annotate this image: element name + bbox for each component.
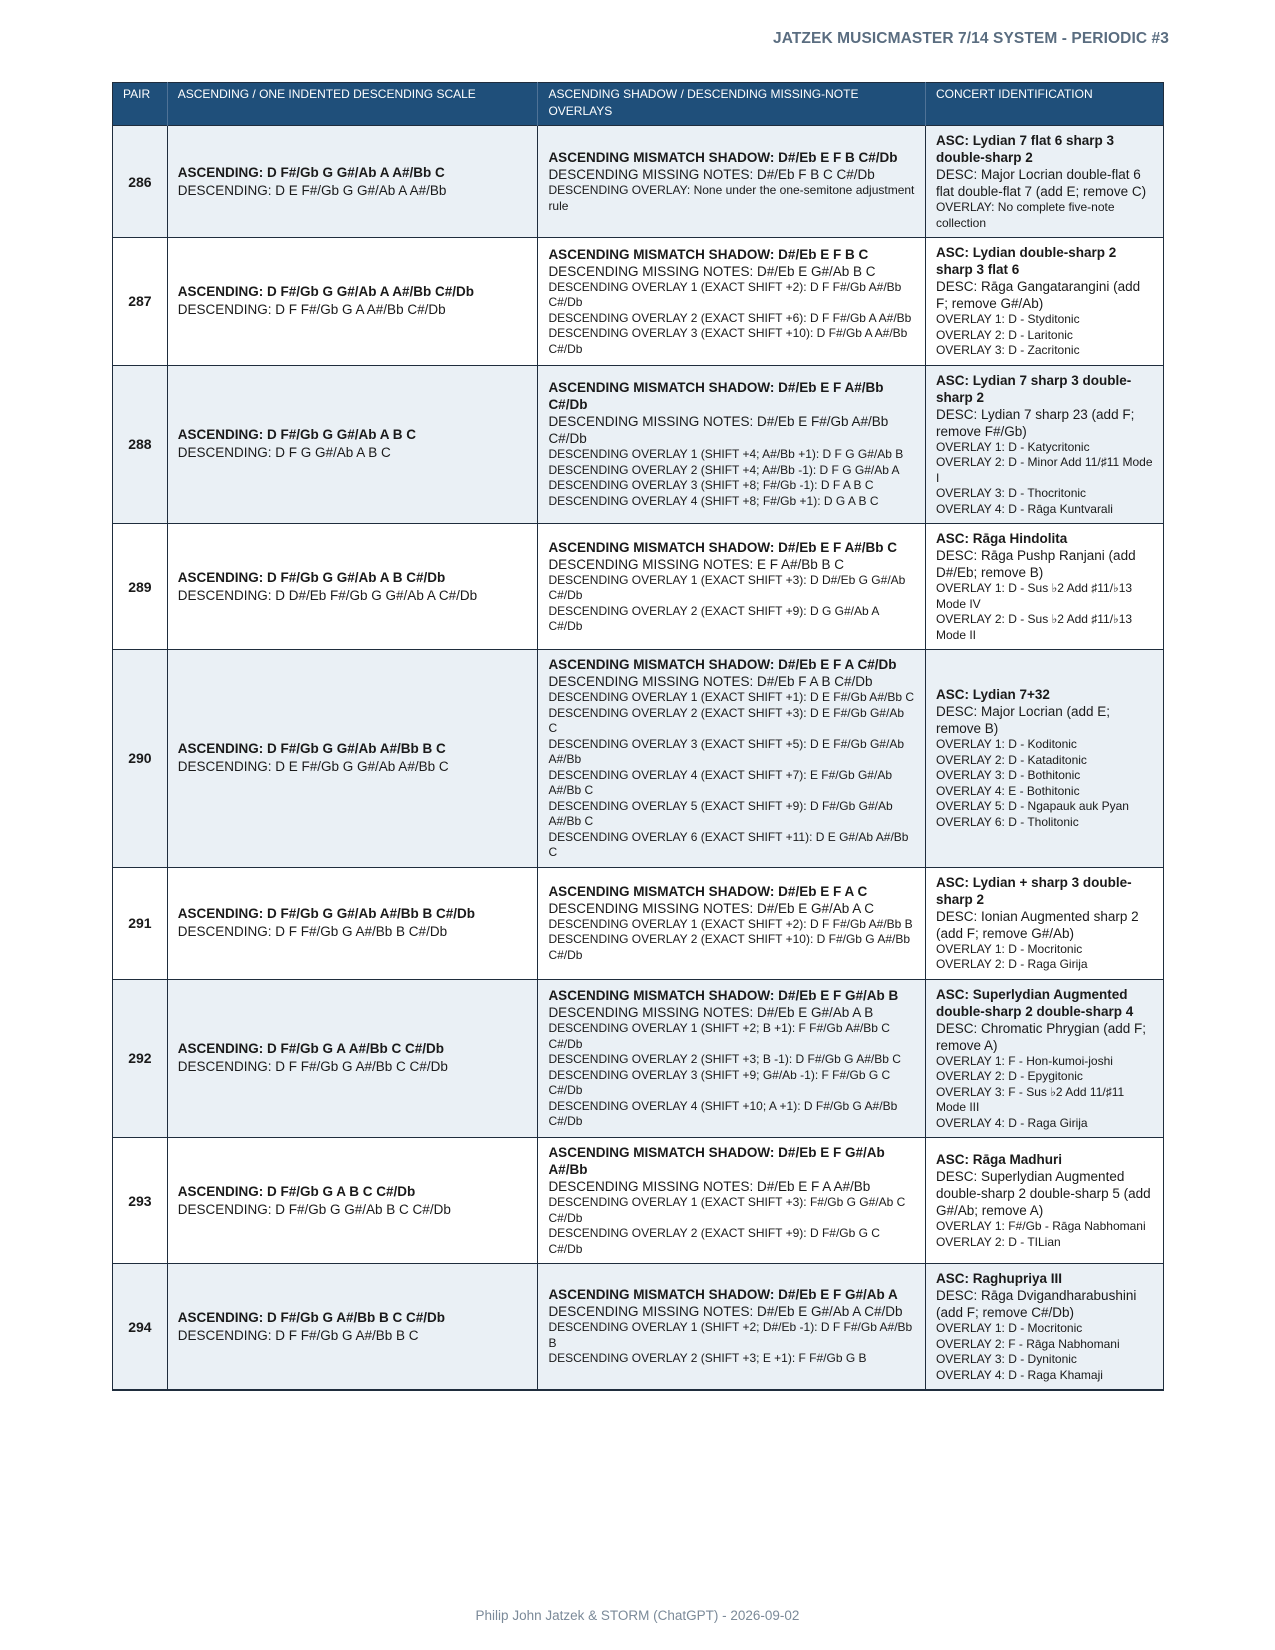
- ascending-scale: ASCENDING: D F#/Gb G G#/Ab A#/Bb B C: [177, 741, 446, 757]
- overlay-identification: OVERLAY 1: D - Mocritonic: [935, 941, 1083, 956]
- table-row: [113, 1264, 1164, 1391]
- shadow-cell: [538, 650, 926, 868]
- overlay-identification: OVERLAY 1: F#/Gb - Rāga Nabhomani: [935, 1219, 1146, 1233]
- descending-overlay: DESCENDING OVERLAY 1 (SHIFT +2; B +1): F F#/Gb A#/Bb C C#/Db: [548, 1021, 890, 1051]
- missing-notes: DESCENDING MISSING NOTES: D#/Eb E G#/Ab A B: [548, 1005, 874, 1020]
- table-row: [113, 979, 1164, 1138]
- descending-overlay: DESCENDING OVERLAY 1 (EXACT SHIFT +3): D D#/Eb G G#/Ab C#/Db: [548, 572, 906, 602]
- descending-overlay: DESCENDING OVERLAY 2 (EXACT SHIFT +10): D F#/Gb G A#/Bb C#/Db: [548, 932, 911, 962]
- ascending-scale: ASCENDING: D F#/Gb G A A#/Bb C C#/Db: [177, 1041, 445, 1057]
- overlay-identification: OVERLAY 4: D - Raga Girija: [935, 1115, 1088, 1130]
- scale-cell: [167, 650, 538, 868]
- descending-overlay: DESCENDING OVERLAY 1 (EXACT SHIFT +2): D F F#/Gb A#/Bb B: [548, 916, 913, 931]
- descending-overlay: DESCENDING OVERLAY 2 (EXACT SHIFT +6): D F F#/Gb A A#/Bb: [548, 310, 912, 325]
- mismatch-shadow: ASCENDING MISMATCH SHADOW: D#/Eb E F A#/Bb C: [548, 539, 897, 555]
- ascending-scale: ASCENDING: D F#/Gb G G#/Ab A B C: [177, 427, 417, 443]
- shadow-cell: [538, 979, 926, 1138]
- descending-identification: DESC: Chromatic Phrygian (add F; remove A): [935, 1020, 1147, 1053]
- scale-cell: [167, 1138, 538, 1264]
- descending-overlay: DESCENDING OVERLAY 2 (EXACT SHIFT +9): D G G#/Ab A C#/Db: [548, 603, 879, 633]
- overlay-identification: OVERLAY 2: F - Rāga Nabhomani: [935, 1336, 1120, 1351]
- descending-identification: DESC: Ionian Augmented sharp 2 (add F; remove G#/Ab): [935, 908, 1139, 941]
- ascending-scale: ASCENDING: D F#/Gb G A B C C#/Db: [177, 1183, 416, 1199]
- ascending-identification: ASC: Lydian double-sharp 2 sharp 3 flat 6: [935, 245, 1117, 277]
- descending-overlay: DESCENDING OVERLAY 2 (EXACT SHIFT +9): D F#/Gb G C C#/Db: [548, 1226, 880, 1256]
- page-footer: Philip John Jatzek & STORM (ChatGPT) - 2026-09-02: [475, 1608, 800, 1623]
- descending-overlay: DESCENDING OVERLAY 3 (SHIFT +8; F#/Gb -1): D F A B C: [548, 478, 874, 493]
- overlay-identification: OVERLAY 2: D - Minor Add 11/♯11 Mode I: [935, 455, 1153, 485]
- table-row: [113, 867, 1164, 979]
- overlay-identification: OVERLAY 2: D - Epygitonic: [935, 1069, 1083, 1083]
- descending-overlay: DESCENDING OVERLAY 4 (SHIFT +8; F#/Gb +1): D G A B C: [548, 493, 879, 508]
- concert-cell: [925, 365, 1163, 524]
- overlay-identification: OVERLAY 5: D - Ngapauk auk Pyan: [935, 799, 1129, 814]
- mismatch-shadow: ASCENDING MISMATCH SHADOW: D#/Eb E F A C#/Db: [548, 657, 897, 672]
- descending-scale: DESCENDING: D E F#/Gb G G#/Ab A A#/Bb: [177, 182, 447, 198]
- mismatch-shadow: ASCENDING MISMATCH SHADOW: D#/Eb E F A C: [548, 883, 868, 899]
- descending-identification: DESC: Rāga Dvigandharabushini (add F; remove C#/Db): [935, 1288, 1137, 1320]
- descending-scale: DESCENDING: D F F#/Gb G A#/Bb C C#/Db: [177, 1059, 448, 1075]
- column-header-scale: ASCENDING / ONE INDENTED DESCENDING SCALE: [167, 83, 538, 126]
- pair-number-cell: 291: [113, 867, 168, 979]
- descending-overlay: DESCENDING OVERLAY 1 (SHIFT +2; D#/Eb -1): D F F#/Gb A#/Bb B: [548, 1320, 913, 1350]
- concert-cell: [925, 867, 1163, 979]
- concert-cell: [925, 126, 1163, 238]
- descending-overlay: DESCENDING OVERLAY 4 (SHIFT +10; A +1): D F#/Gb G A#/Bb C#/Db: [548, 1098, 898, 1128]
- missing-notes: DESCENDING MISSING NOTES: D#/Eb E G#/Ab A C#/Db: [548, 1304, 903, 1320]
- descending-identification: DESC: Superlydian Augmented double-sharp 2 double-sharp 5 (add G#/Ab; remove A): [935, 1169, 1151, 1218]
- descending-scale: DESCENDING: D F#/Gb G G#/Ab B C C#/Db: [177, 1201, 451, 1217]
- descending-scale: DESCENDING: D F F#/Gb G A#/Bb B C#/Db: [177, 924, 448, 939]
- overlay-identification: OVERLAY 3: D - Thocritonic: [935, 486, 1087, 500]
- table-header-row: [113, 83, 1164, 126]
- descending-scale: DESCENDING: D D#/Eb F#/Gb G G#/Ab A C#/Db: [177, 587, 478, 603]
- mismatch-shadow: ASCENDING MISMATCH SHADOW: D#/Eb E F B C#/Db: [548, 150, 898, 165]
- descending-identification: DESC: Rāga Gangatarangini (add F; remove G#/Ab): [935, 279, 1141, 311]
- overlay-identification: OVERLAY 4: D - Rāga Kuntvarali: [935, 501, 1113, 516]
- descending-overlay: DESCENDING OVERLAY 4 (EXACT SHIFT +7): E F#/Gb G#/Ab A#/Bb C: [548, 767, 892, 797]
- table-row: [113, 238, 1164, 366]
- ascending-identification: ASC: Raghupriya III: [935, 1271, 1062, 1286]
- ascending-identification: ASC: Lydian 7 sharp 3 double-sharp 2: [935, 372, 1132, 405]
- descending-scale: DESCENDING: D F F#/Gb G A A#/Bb C#/Db: [177, 302, 446, 318]
- shadow-cell: [538, 1138, 926, 1264]
- ascending-scale: ASCENDING: D F#/Gb G G#/Ab A#/Bb B C#/Db: [177, 906, 476, 921]
- overlay-identification: OVERLAY 3: F - Sus ♭2 Add 11/♯11 Mode III: [935, 1084, 1125, 1114]
- descending-overlay: DESCENDING OVERLAY 2 (SHIFT +4; A#/Bb -1): D F G G#/Ab A: [548, 462, 900, 477]
- concert-cell: [925, 238, 1163, 366]
- table-row: [113, 365, 1164, 524]
- scale-cell: [167, 365, 538, 524]
- scale-cell: [167, 238, 538, 366]
- descending-overlay: DESCENDING OVERLAY 1 (EXACT SHIFT +2): D F F#/Gb A#/Bb C#/Db: [548, 279, 902, 309]
- overlay-identification: OVERLAY 4: E - Bothitonic: [935, 783, 1080, 798]
- ascending-scale: ASCENDING: D F#/Gb G A#/Bb B C C#/Db: [177, 1309, 446, 1325]
- table-row: [113, 524, 1164, 650]
- descending-overlay: DESCENDING OVERLAY 5 (EXACT SHIFT +9): D F#/Gb G#/Ab A#/Bb C: [548, 798, 893, 828]
- concert-cell: [925, 524, 1163, 650]
- overlay-identification: OVERLAY 6: D - Tholitonic: [935, 814, 1079, 829]
- overlay-identification: OVERLAY 1: D - Sus ♭2 Add ♯11/♭13 Mode IV: [935, 581, 1133, 611]
- overlay-identification: OVERLAY 3: D - Zacritonic: [935, 343, 1080, 357]
- scale-cell: [167, 867, 538, 979]
- descending-scale: DESCENDING: D F G G#/Ab A B C: [177, 445, 391, 461]
- shadow-cell: [538, 524, 926, 650]
- column-header-shadow: ASCENDING SHADOW / DESCENDING MISSING-NOTE OVERLAYS: [538, 83, 926, 126]
- pair-number-cell: 292: [113, 979, 168, 1138]
- descending-identification: DESC: Major Locrian double-flat 6 flat double-flat 7 (add E; remove C): [935, 167, 1147, 199]
- ascending-scale: ASCENDING: D F#/Gb G G#/Ab A A#/Bb C: [177, 164, 445, 180]
- pair-number-cell: 293: [113, 1138, 168, 1264]
- mismatch-shadow: ASCENDING MISMATCH SHADOW: D#/Eb E F A#/Bb C#/Db: [548, 380, 884, 413]
- descending-overlay: DESCENDING OVERLAY 2 (SHIFT +3; E +1): F F#/Gb G B: [548, 1351, 867, 1366]
- descending-overlay: DESCENDING OVERLAY: None under the one-semitone adjustment rule: [548, 183, 915, 213]
- ascending-identification: ASC: Rāga Hindolita: [935, 531, 1068, 546]
- shadow-cell: [538, 126, 926, 238]
- shadow-cell: [538, 1264, 926, 1391]
- descending-overlay: DESCENDING OVERLAY 1 (EXACT SHIFT +1): D E F#/Gb A#/Bb C: [548, 690, 914, 704]
- shadow-cell: [538, 365, 926, 524]
- descending-overlay: DESCENDING OVERLAY 1 (EXACT SHIFT +3): F#/Gb G G#/Ab C C#/Db: [548, 1195, 906, 1225]
- descending-identification: DESC: Major Locrian (add E; remove B): [935, 704, 1111, 737]
- descending-overlay: DESCENDING OVERLAY 3 (EXACT SHIFT +5): D E F#/Gb G#/Ab A#/Bb: [548, 736, 904, 766]
- scale-cell: [167, 979, 538, 1138]
- table-row: [113, 126, 1164, 238]
- descending-overlay: DESCENDING OVERLAY 2 (SHIFT +3; B -1): D F#/Gb G A#/Bb C: [548, 1052, 901, 1066]
- descending-scale: DESCENDING: D F F#/Gb G A#/Bb B C: [177, 1327, 419, 1343]
- descending-identification: DESC: Rāga Pushp Ranjani (add D#/Eb; remove B): [935, 548, 1136, 580]
- shadow-cell: [538, 867, 926, 979]
- pair-number-cell: 287: [113, 238, 168, 366]
- mismatch-shadow: ASCENDING MISMATCH SHADOW: D#/Eb E F G#/Ab A: [548, 1287, 898, 1303]
- overlay-identification: OVERLAY: No complete five-note collection: [935, 200, 1115, 230]
- descending-overlay: DESCENDING OVERLAY 2 (EXACT SHIFT +3): D E F#/Gb G#/Ab C: [548, 705, 904, 735]
- descending-scale: DESCENDING: D E F#/Gb G G#/Ab A#/Bb C: [177, 759, 449, 775]
- ascending-scale: ASCENDING: D F#/Gb G G#/Ab A B C#/Db: [177, 569, 446, 585]
- overlay-identification: OVERLAY 2: D - TILian: [935, 1234, 1061, 1249]
- scale-table: [112, 82, 1164, 1391]
- descending-overlay: DESCENDING OVERLAY 3 (EXACT SHIFT +10): D F#/Gb A A#/Bb C#/Db: [548, 326, 908, 356]
- descending-overlay: DESCENDING OVERLAY 1 (SHIFT +4; A#/Bb +1): D F G G#/Ab B: [548, 447, 904, 462]
- overlay-identification: OVERLAY 1: D - Mocritonic: [935, 1321, 1083, 1335]
- descending-identification: DESC: Lydian 7 sharp 23 (add F; remove F#/Gb): [935, 406, 1135, 439]
- ascending-identification: ASC: Superlydian Augmented double-sharp 2 double-sharp 4: [935, 986, 1134, 1019]
- concert-cell: [925, 979, 1163, 1138]
- column-header-concert: CONCERT IDENTIFICATION: [925, 83, 1163, 126]
- ascending-identification: ASC: Rāga Madhuri: [935, 1152, 1062, 1167]
- concert-cell: [925, 1138, 1163, 1264]
- overlay-identification: OVERLAY 2: D - Sus ♭2 Add ♯11/♭13 Mode II: [935, 612, 1133, 642]
- shadow-cell: [538, 238, 926, 366]
- ascending-identification: ASC: Lydian 7 flat 6 sharp 3 double-sharp 2: [935, 133, 1115, 165]
- concert-cell: [925, 650, 1163, 868]
- pair-number-cell: 286: [113, 126, 168, 238]
- overlay-identification: OVERLAY 1: D - Styditonic: [935, 312, 1080, 326]
- missing-notes: DESCENDING MISSING NOTES: D#/Eb E F#/Gb A#/Bb C#/Db: [548, 414, 889, 447]
- overlay-identification: OVERLAY 2: D - Raga Girija: [935, 957, 1088, 971]
- column-header-pair: PAIR: [113, 83, 168, 126]
- concert-cell: [925, 1264, 1163, 1391]
- overlay-identification: OVERLAY 1: F - Hon-kumoi-joshi: [935, 1053, 1113, 1068]
- descending-overlay: DESCENDING OVERLAY 6 (EXACT SHIFT +11): D E G#/Ab A#/Bb C: [548, 829, 909, 859]
- ascending-identification: ASC: Lydian 7+32: [935, 687, 1050, 703]
- mismatch-shadow: ASCENDING MISMATCH SHADOW: D#/Eb E F B C: [548, 246, 869, 262]
- pair-number-cell: 290: [113, 650, 168, 868]
- pair-number-cell: 288: [113, 365, 168, 524]
- pair-number-cell: 294: [113, 1264, 168, 1391]
- descending-overlay: DESCENDING OVERLAY 3 (SHIFT +9; G#/Ab -1): F F#/Gb G C C#/Db: [548, 1067, 891, 1097]
- overlay-identification: OVERLAY 1: D - Katycritonic: [935, 439, 1090, 454]
- pair-number-cell: 289: [113, 524, 168, 650]
- ascending-identification: ASC: Lydian + sharp 3 double-sharp 2: [935, 874, 1132, 907]
- overlay-identification: OVERLAY 3: D - Dynitonic: [935, 1352, 1077, 1366]
- scale-cell: [167, 126, 538, 238]
- scale-cell: [167, 524, 538, 650]
- table-row: [113, 1138, 1164, 1264]
- overlay-identification: OVERLAY 2: D - Laritonic: [935, 327, 1073, 342]
- overlay-identification: OVERLAY 1: D - Koditonic: [935, 737, 1077, 752]
- overlay-identification: OVERLAY 2: D - Kataditonic: [935, 752, 1087, 767]
- overlay-identification: OVERLAY 3: D - Bothitonic: [935, 768, 1081, 783]
- missing-notes: DESCENDING MISSING NOTES: D#/Eb F A B C#/Db: [548, 674, 873, 689]
- ascending-scale: ASCENDING: D F#/Gb G G#/Ab A A#/Bb C#/Db: [177, 284, 475, 300]
- missing-notes: DESCENDING MISSING NOTES: D#/Eb E F A A#/Bb: [548, 1179, 871, 1194]
- missing-notes: DESCENDING MISSING NOTES: D#/Eb E G#/Ab B C: [548, 263, 876, 279]
- mismatch-shadow: ASCENDING MISMATCH SHADOW: D#/Eb E F G#/Ab A#/Bb: [548, 1145, 885, 1177]
- missing-notes: DESCENDING MISSING NOTES: E F A#/Bb B C: [548, 556, 845, 572]
- missing-notes: DESCENDING MISSING NOTES: D#/Eb F B C C#/Db: [548, 167, 875, 182]
- table-row: [113, 650, 1164, 868]
- missing-notes: DESCENDING MISSING NOTES: D#/Eb E G#/Ab A C: [548, 900, 875, 916]
- document-title: JATZEK MUSICMASTER 7/14 SYSTEM - PERIODIC #3: [773, 30, 1169, 47]
- mismatch-shadow: ASCENDING MISMATCH SHADOW: D#/Eb E F G#/Ab B: [548, 988, 899, 1003]
- overlay-identification: OVERLAY 4: D - Raga Khamaji: [935, 1367, 1103, 1382]
- scale-cell: [167, 1264, 538, 1391]
